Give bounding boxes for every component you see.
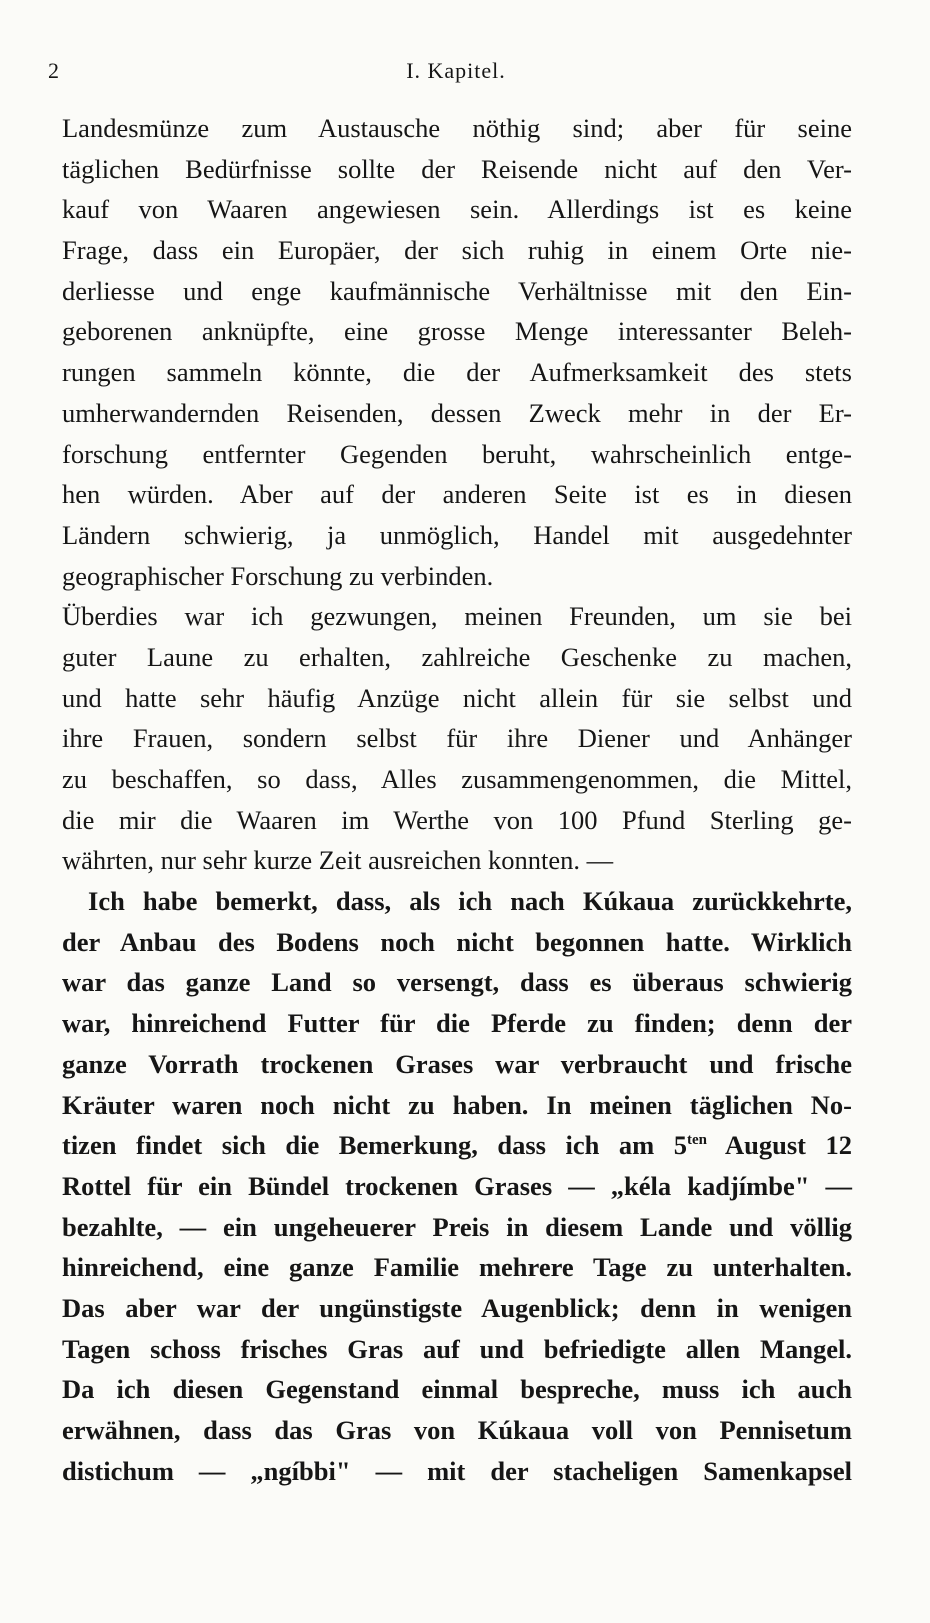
text-line: distichum — „ngíbbi" — mit der stacheligen Samenkapsel xyxy=(62,1455,852,1486)
text-line: rungen sammeln könnte, die der Aufmerksamkeit des stets xyxy=(62,357,852,388)
text-line: ganze Vorrath trockenen Grases war verbraucht und frische xyxy=(62,1048,852,1079)
running-head: I. Kapitel. xyxy=(406,58,506,83)
page-header xyxy=(46,50,866,94)
text-line: Da ich diesen Gegenstand einmal bespreche, muss ich auch xyxy=(62,1374,852,1405)
text-line: Landesmünze zum Austausche nöthig sind; aber für seine xyxy=(62,113,852,143)
superscript: ten xyxy=(686,1132,707,1149)
text-line: geborenen anknüpfte, eine grosse Menge interessanter Beleh- xyxy=(62,316,852,347)
text-line: erwähnen, dass das Gras von Kúkaua voll von Pennisetum xyxy=(62,1415,852,1445)
text-line: Ländern schwierig, ja unmöglich, Handel mit ausgedehnter xyxy=(62,519,852,550)
text-line: Kräuter waren noch nicht zu haben. In meinen täglichen No- xyxy=(62,1089,852,1120)
text-line: kauf von Waaren angewiesen sein. Allerdings ist es keine xyxy=(62,194,852,225)
text-line: guter Laune zu erhalten, zahlreiche Geschenke zu machen, xyxy=(62,641,852,672)
text-line-part: August 12 xyxy=(706,1130,852,1161)
text-line: derliesse und enge kaufmännische Verhältnisse mit den Ein- xyxy=(62,275,852,306)
text-line: forschung entfernter Gegenden beruht, wahrscheinlich entge- xyxy=(62,438,852,469)
text-line: täglichen Bedürfnisse sollte der Reisende nicht auf den Ver- xyxy=(62,153,852,184)
text-line: Frage, dass ein Europäer, der sich ruhig in einem Orte nie- xyxy=(62,235,852,266)
body-text xyxy=(62,108,852,1491)
text-line: bezahlte, — ein ungeheuerer Preis in diesem Lande und völlig xyxy=(62,1211,852,1242)
text-line: hen würden. Aber auf der anderen Seite ist es in diesen xyxy=(62,479,852,510)
text-line: der Anbau des Bodens noch nicht begonnen hatte. Wirklich xyxy=(62,926,852,957)
text-line: Tagen schoss frisches Gras auf und befriedigte allen Mangel. xyxy=(62,1333,852,1364)
text-line: Rottel für ein Bündel trockenen Grases — „kéla kadjímbe" — xyxy=(62,1170,852,1201)
text-line: Das aber war der ungünstigste Augenblick; denn in wenigen xyxy=(62,1292,852,1323)
page-number: 2 xyxy=(48,58,60,83)
text-line: Ich habe bemerkt, dass, als ich nach Kúkaua zurückkehrte, xyxy=(88,886,852,917)
text-line: ihre Frauen, sondern selbst für ihre Diener und Anhänger xyxy=(62,723,852,754)
text-line: war, hinreichend Futter für die Pferde zu finden; denn der xyxy=(62,1008,852,1039)
text-line: war das ganze Land so versengt, dass es überaus schwierig xyxy=(62,967,852,998)
text-line: geographischer Forschung zu verbinden. xyxy=(62,560,494,591)
text-line: umherwandernden Reisenden, dessen Zweck mehr in der Er- xyxy=(62,397,852,428)
text-line: Überdies war ich gezwungen, meinen Freunden, um sie bei xyxy=(62,601,852,632)
text-line: die mir die Waaren im Werthe von 100 Pfund Sterling ge- xyxy=(62,804,852,835)
text-line: hinreichend, eine ganze Familie mehrere Tage zu unterhalten. xyxy=(62,1252,852,1283)
text-line-part: tizen findet sich die Bemerkung, dass ich am 5 xyxy=(62,1130,687,1161)
text-line: währten, nur sehr kurze Zeit ausreichen konnten. — xyxy=(62,845,614,876)
text-line xyxy=(62,1125,852,1166)
text-line: und hatte sehr häufig Anzüge nicht allein für sie selbst und xyxy=(62,682,852,713)
text-line: zu beschaffen, so dass, Alles zusammengenommen, die Mittel, xyxy=(62,764,852,794)
